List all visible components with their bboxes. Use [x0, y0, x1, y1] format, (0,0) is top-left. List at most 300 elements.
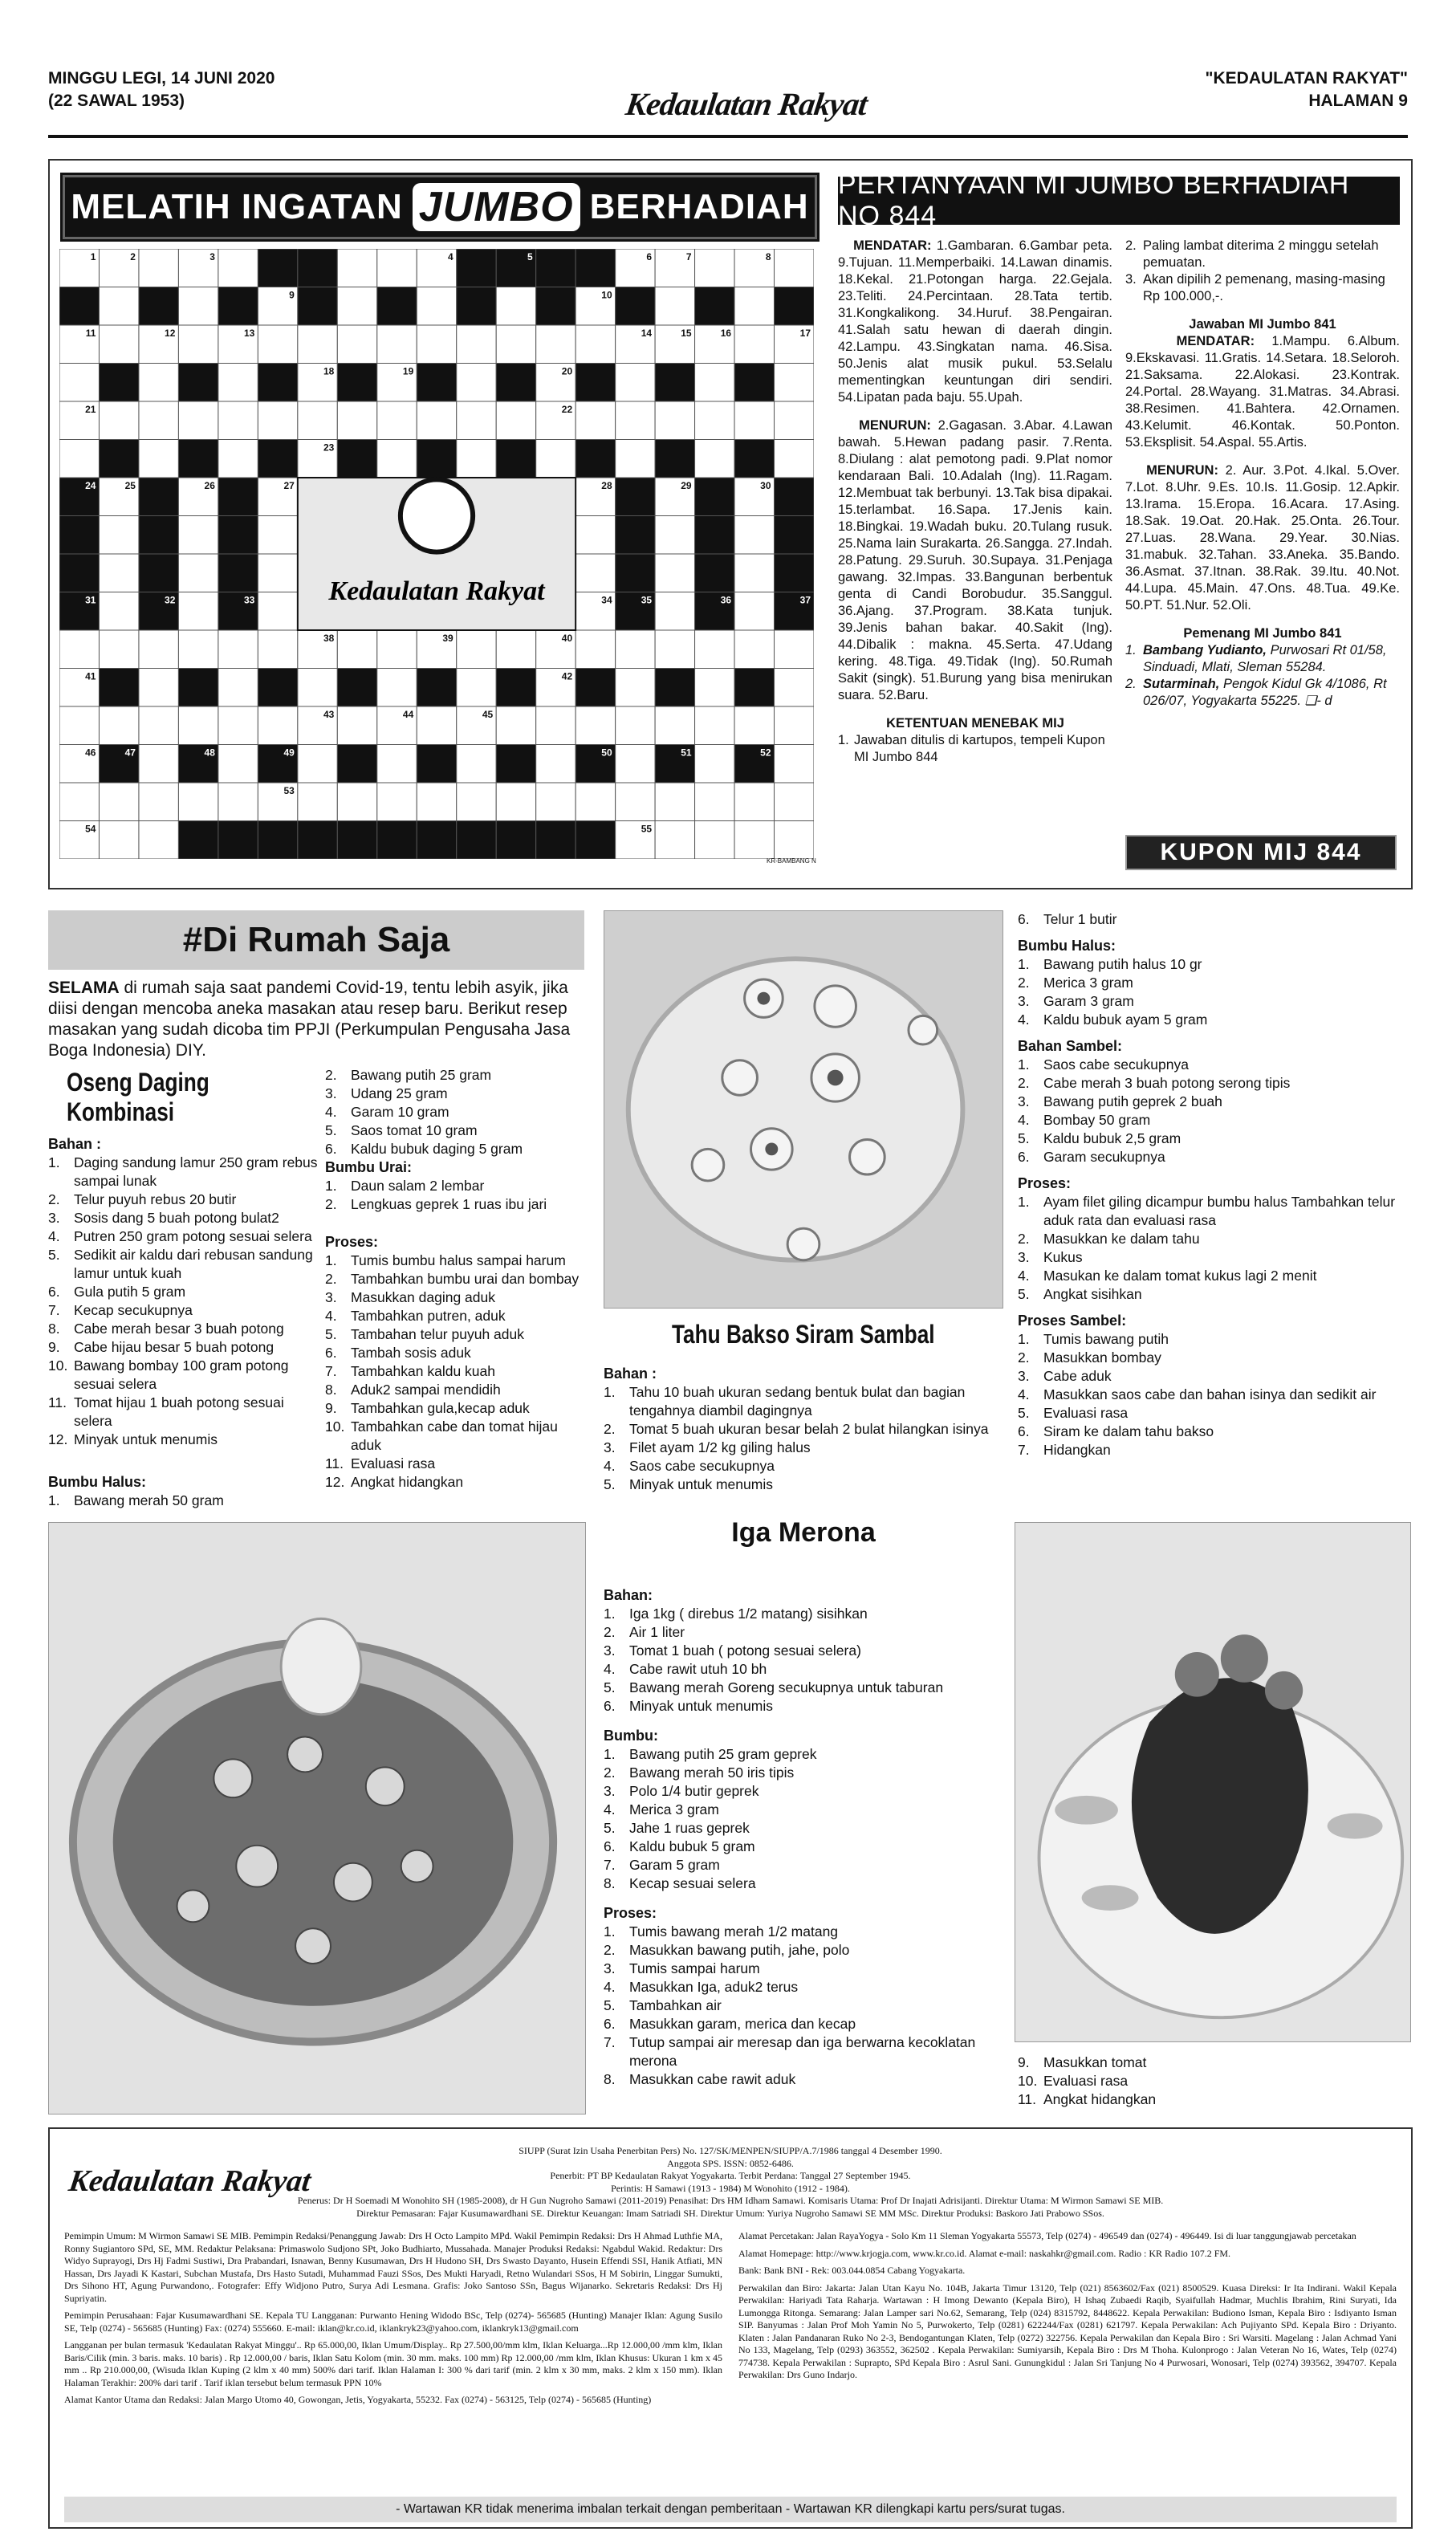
- oseng-halus-label: Bumbu Halus:: [48, 1474, 147, 1490]
- grid-cell: [655, 440, 694, 478]
- list-item: 4. Putren 250 gram potong sesuai selera: [48, 1228, 312, 1244]
- list-item: 1. Bawang merah 50 gram: [48, 1492, 224, 1508]
- grid-cell: [775, 630, 814, 669]
- grid-cell: [298, 783, 337, 821]
- ketentuan-title: KETENTUAN MENEBAK MIJ: [886, 716, 1064, 731]
- grid-cell: [59, 516, 99, 555]
- banner-left: MELATIH INGATAN: [71, 187, 403, 226]
- grid-cell: [178, 630, 218, 669]
- crossword-grid: [59, 249, 814, 859]
- oseng-bahan-list: [48, 1154, 321, 1449]
- grid-cell: [258, 821, 297, 860]
- grid-cell: [99, 630, 138, 669]
- grid-cell: [99, 287, 138, 326]
- pemenang-item: 1. Bambang Yudianto, Purwosari Rt 01/58, Sinduadi, Mlati, Sleman 55284.: [1125, 643, 1387, 674]
- tahu-halus-label: Bumbu Halus:: [1018, 938, 1116, 954]
- grid-cell: [178, 783, 218, 821]
- grid-cell: [139, 669, 178, 707]
- grid-number: 50: [601, 747, 612, 759]
- grid-cell: [616, 669, 655, 707]
- grid-cell: [139, 364, 178, 402]
- grid-cell: [536, 745, 575, 784]
- list-item: 12. Minyak untuk menumis: [48, 1431, 218, 1447]
- list-item: 6. Minyak untuk menumis: [604, 1698, 773, 1714]
- recipe-section-title: #Di Rumah Saja: [48, 910, 584, 970]
- grid-cell: [695, 745, 734, 784]
- grid-cell: [775, 478, 814, 516]
- header-rule: [48, 135, 1408, 138]
- footer-disclaimer: - Wartawan KR tidak menerima imbalan terkait dengan pemberitaan - Wartawan KR dilengkapi kartu pers/surat tugas.: [64, 2497, 1397, 2522]
- grid-number: 8: [765, 251, 771, 263]
- footer-right-2: Alamat Homepage: http://www.krjogja.com, www.kr.co.id. Alamat e-mail: naskahkr@gmail.com. Radio : KR Radio 107.2 FM.: [738, 2247, 1231, 2259]
- grid-cell: [775, 783, 814, 821]
- list-item: 4. Masukan ke dalam tomat kukus lagi 2 menit: [1018, 1268, 1317, 1284]
- list-item: 6. Kaldu bubuk daging 5 gram: [325, 1141, 523, 1157]
- grid-cell: [218, 364, 258, 402]
- grid-cell: [337, 249, 376, 287]
- grid-cell: [417, 821, 456, 860]
- grid-cell: [178, 516, 218, 555]
- list-item: 3. Filet ayam 1/2 kg giling halus: [604, 1439, 811, 1455]
- list-item: 4. Merica 3 gram: [604, 1801, 719, 1817]
- grid-cell: [337, 821, 376, 860]
- grid-cell: [695, 249, 734, 287]
- grid-cell: [417, 401, 456, 440]
- grid-number: 16: [720, 328, 732, 339]
- masthead-logo: Kedaulatan Rakyat: [623, 86, 869, 122]
- list-item: 2. Telur puyuh rebus 20 butir: [48, 1191, 237, 1207]
- questions-column-2: [1125, 238, 1400, 710]
- list-item: 3. Sosis dang 5 buah potong bulat2: [48, 1210, 279, 1226]
- grid-cell: [734, 706, 774, 745]
- grid-cell: [139, 249, 178, 287]
- grid-cell: [218, 554, 258, 592]
- list-item: 1. Tumis bawang merah 1/2 matang: [604, 1923, 839, 1939]
- grid-cell: [218, 478, 258, 516]
- grid-cell: [139, 554, 178, 592]
- grid-number: 39: [442, 633, 453, 644]
- grid-cell: [496, 706, 535, 745]
- grid-cell: [258, 706, 297, 745]
- grid-cell: [218, 821, 258, 860]
- grid-cell: [457, 745, 496, 784]
- grid-cell: [734, 821, 774, 860]
- grid-cell: [695, 364, 734, 402]
- iga-bahan-label: Bahan:: [604, 1587, 653, 1603]
- grid-cell: [99, 821, 138, 860]
- grid-cell: [575, 669, 615, 707]
- grid-cell: [99, 669, 138, 707]
- grid-cell: [377, 821, 417, 860]
- grid-number: 44: [402, 709, 414, 720]
- list-item: 12. Angkat hidangkan: [325, 1474, 464, 1490]
- pemenang-item: 2. Sutarminah, Pengok Kidul Gk 4/1086, Rt 026/07, Yogyakarta 55225. ❏- d: [1125, 677, 1387, 708]
- grid-cell: [457, 249, 496, 287]
- iga-plated-photo: [1015, 1522, 1411, 2042]
- tahu-sambel-list: [1018, 1056, 1411, 1166]
- list-item: 4. Kaldu bubuk ayam 5 gram: [1018, 1011, 1208, 1028]
- grid-cell: [655, 592, 694, 631]
- grid-cell: [298, 401, 337, 440]
- grid-cell: [139, 630, 178, 669]
- grid-cell: [734, 669, 774, 707]
- grid-cell: [337, 401, 376, 440]
- list-item: 11. Evaluasi rasa: [325, 1455, 436, 1471]
- grid-cell: [99, 554, 138, 592]
- grid-cell: [377, 783, 417, 821]
- grid-cell: [258, 554, 297, 592]
- list-item: 1. Ayam filet giling dicampur bumbu halus Tambahkan telur aduk rata dan evaluasi rasa: [1018, 1194, 1396, 1228]
- grid-number: 27: [283, 480, 295, 491]
- grid-cell: [734, 516, 774, 555]
- grid-number: 38: [323, 633, 335, 644]
- oseng-urai-list: [325, 1177, 588, 1214]
- grid-number: 30: [760, 480, 771, 491]
- grid-cell: [457, 821, 496, 860]
- grid-number: 31: [85, 594, 96, 606]
- grid-cell: [99, 592, 138, 631]
- grid-number: 24: [85, 480, 96, 491]
- grid-cell: [298, 249, 337, 287]
- grid-cell: [496, 440, 535, 478]
- list-item: 8. Cabe merah besar 3 buah potong: [48, 1321, 284, 1337]
- header-paper-name: "KEDAULATAN RAKYAT": [1205, 69, 1408, 88]
- tahu-halus-list: [1018, 955, 1411, 1029]
- iga-proses-list-cont: [1018, 2053, 1411, 2109]
- list-item: 9. Cabe hijau besar 5 buah potong: [48, 1339, 275, 1355]
- grid-number: 12: [165, 328, 176, 339]
- header-page-number: HALAMAN 9: [1308, 92, 1408, 110]
- grid-cell: [775, 364, 814, 402]
- list-item: 9. Masukkan tomat: [1018, 2054, 1147, 2070]
- iga-title: Iga Merona: [731, 1517, 876, 1548]
- grid-cell: [178, 401, 218, 440]
- list-item: 7. Tambahkan kaldu kuah: [325, 1363, 495, 1379]
- grid-cell: [734, 287, 774, 326]
- grid-cell: [178, 669, 218, 707]
- footer-left-4: Alamat Kantor Utama dan Redaksi: Jalan Margo Utomo 40, Gowongan, Jetis, Yogyakarta, 55232. Fax (0274) - 563125, Telp (0274) - 565685 (Hunting): [64, 2394, 652, 2405]
- grid-cell: [139, 745, 178, 784]
- list-item: 2. Lengkuas geprek 1 ruas ibu jari: [325, 1196, 547, 1212]
- grid-number: 15: [681, 328, 692, 339]
- list-item: 7. Tutup sampai air meresap dan iga berwarna kecoklatan merona: [604, 2034, 976, 2069]
- grid-cell: [575, 630, 615, 669]
- grid-cell: [616, 478, 655, 516]
- grid-cell: [417, 669, 456, 707]
- grid-cell: [655, 401, 694, 440]
- oseng-bahan-label: Bahan :: [48, 1136, 102, 1152]
- puzzle-credit: KR-BAMBANG N: [767, 857, 816, 865]
- grid-cell: [139, 706, 178, 745]
- grid-number: 47: [124, 747, 136, 759]
- grid-number: 35: [641, 594, 653, 606]
- grid-cell: [218, 630, 258, 669]
- list-item: 1. Daging sandung lamur 250 gram rebus sampai lunak: [48, 1154, 318, 1189]
- tahu-proses-sambel-list: [1018, 1330, 1411, 1459]
- grid-cell: [616, 440, 655, 478]
- grid-cell: [59, 706, 99, 745]
- header-date: [48, 67, 275, 112]
- grid-cell: [218, 783, 258, 821]
- ketentuan-item: 3. Akan dipilih 2 pemenang, masing-masing Rp 100.000,-.: [1125, 272, 1385, 303]
- list-item: 5. Sedikit air kaldu dari rebusan sandung lamur untuk kuah: [48, 1247, 313, 1281]
- grid-cell: [377, 287, 417, 326]
- grid-cell: [575, 821, 615, 860]
- list-item: 7. Hidangkan: [1018, 1442, 1111, 1458]
- grid-cell: [218, 516, 258, 555]
- list-item: 3. Cabe aduk: [1018, 1368, 1112, 1384]
- list-item: 4. Masukkan Iga, aduk2 terus: [604, 1979, 799, 1995]
- footer-penerbit: Penerbit: PT BP Kedaulatan Rakyat Yogyakarta. Terbit Perdana: Tanggal 27 September 1945.: [550, 2170, 911, 2181]
- grid-cell: [218, 706, 258, 745]
- footer-left-3: Langganan per bulan termasuk 'Kedaulatan Rakyat Minggu'.. Rp 65.000,00, Iklan Umum/Display.. Rp 27.500,00/mm klm, Iklan Keluarga...Rp 12.000,00 /mm klm, Iklan Baris/Cilik (min. 3 baris. maks. 10 baris) . Rp 12.000,00 / baris, Iklan Satu Kolom (min. 30 mm. maks. 100 mm) Rp 12.000,00 /mm klm, Iklan Khusus: Ukuran 1 km x 45 mm .. Rp 210.000,00, (Wisuda Iklan Kuping (2 klm x 40 mm) 500% dari tarif. Iklan Halaman I: 300 % dari tarif (min. 2 klm x 30 mm, maks. 2 klm x 150 mm). Iklan Halaman Terakhir: 200% dari tarif . Tarif iklan tersebut belum termasuk PPN 10%: [64, 2339, 722, 2388]
- grid-cell: [655, 554, 694, 592]
- list-item: 3. Tumis sampai harum: [604, 1960, 760, 1976]
- list-item: 7. Garam 5 gram: [604, 1857, 720, 1873]
- grid-cell: [695, 630, 734, 669]
- grid-cell: [775, 706, 814, 745]
- list-item: 1. Bawang putih halus 10 gr: [1018, 956, 1202, 972]
- grid-cell: [457, 325, 496, 364]
- list-item: 10. Evaluasi rasa: [1018, 2073, 1129, 2089]
- grid-cell: [616, 401, 655, 440]
- tahu-title: Tahu Bakso Siram Sambal: [672, 1320, 935, 1349]
- tahu-photo: [604, 910, 1003, 1309]
- grid-cell: [417, 745, 456, 784]
- grid-number: 25: [124, 480, 136, 491]
- grid-number: 22: [561, 404, 573, 415]
- list-item: 2. Tambahkan bumbu urai dan bombay: [325, 1271, 580, 1287]
- footer-top: [64, 2145, 1397, 2220]
- grid-cell: [99, 783, 138, 821]
- grid-cell: [575, 516, 615, 555]
- grid-cell: [337, 783, 376, 821]
- grid-cell: [457, 630, 496, 669]
- list-item: 5. Angkat sisihkan: [1018, 1286, 1142, 1302]
- grid-cell: [616, 745, 655, 784]
- list-item: 6. Kaldu bubuk 5 gram: [604, 1838, 755, 1854]
- grid-cell: [695, 783, 734, 821]
- list-item: 1. Daun salam 2 lembar: [325, 1178, 485, 1194]
- grid-cell: [417, 440, 456, 478]
- tahu-proses-label: Proses:: [1018, 1175, 1072, 1191]
- footer-sps: Anggota SPS. ISSN: 0852-6486.: [667, 2157, 794, 2169]
- grid-cell: [139, 516, 178, 555]
- grid-cell: [178, 440, 218, 478]
- grid-cell: [575, 706, 615, 745]
- grid-cell: [536, 783, 575, 821]
- grid-cell: [218, 287, 258, 326]
- grid-number: 41: [85, 670, 96, 682]
- grid-number: 3: [209, 251, 215, 263]
- grid-cell: [575, 783, 615, 821]
- oseng-urai-label: Bumbu Urai:: [325, 1159, 412, 1175]
- grid-cell: [575, 249, 615, 287]
- grid-cell: [575, 401, 615, 440]
- grid-cell: [59, 440, 99, 478]
- list-item: 3. Udang 25 gram: [325, 1085, 448, 1101]
- list-item: 3. Tomat 1 buah ( potong sesuai selera): [604, 1642, 861, 1659]
- footer-logo: Kedaulatan Rakyat: [67, 2164, 313, 2198]
- list-item: 4. Tambahkan putren, aduk: [325, 1308, 506, 1324]
- grid-cell: [496, 325, 535, 364]
- questions-title: PERTANYAAN MI JUMBO BERHADIAH NO 844: [838, 177, 1400, 225]
- grid-number: 51: [681, 747, 692, 759]
- grid-number: 2: [130, 251, 136, 263]
- grid-cell: [258, 364, 297, 402]
- grid-cell: [417, 364, 456, 402]
- iga-bahan-list: [604, 1605, 1005, 1716]
- list-item: 2. Masukkan bombay: [1018, 1349, 1161, 1366]
- oseng-column-2: [325, 1066, 588, 1492]
- grid-cell: [655, 669, 694, 707]
- grid-cell: [218, 745, 258, 784]
- grid-number: 52: [760, 747, 771, 759]
- grid-cell: [178, 287, 218, 326]
- list-item: 6. Siram ke dalam tahu bakso: [1018, 1423, 1214, 1439]
- grid-cell: [218, 440, 258, 478]
- grid-cell: [337, 669, 376, 707]
- list-item: 3. Polo 1/4 butir geprek: [604, 1783, 759, 1799]
- grid-cell: [536, 440, 575, 478]
- grid-cell: [457, 364, 496, 402]
- list-item: 1. Tumis bawang putih: [1018, 1331, 1169, 1347]
- grid-number: 32: [165, 594, 176, 606]
- grid-cell: [536, 706, 575, 745]
- grid-number: 48: [204, 747, 215, 759]
- grid-cell: [775, 669, 814, 707]
- footer-left-1: Pemimpin Umum: M Wirmon Samawi SE MIB. Pemimpin Redaksi/Penanggung Jawab: Drs H Octo Lampito MPd. Wakil Pemimpin Redaksi: Drs H Ahmad Luthfie MA, Ronny Sugiantoro SPd, SE, MM. Redaktur Pelaksana: Primaswolo Sudjono SPt, Joko Budhiarto, Mussahada. Manajer Produksi Redaksi: Ngabdul Wakid. Redaktur: Drs Widyo Suprayogi, Drs Hj Fadmi Sustiwi, Dra Prabandari, Isnawan, Benny Kusumawan, Drs H Hudono SH, Drs Swasto Dayanto, Husein Effendi SSI, Hanik Atfiati, MN Hassan, Drs Jayadi K Kastari, Subchan Mustafa, Drs Hasto Sutadi, Muhammad Fauzi SSos, Des Mukti Haryadi, Retno Wulandari SSos, H M Sobirin, Linggar Sumukti, Drs Sihono HT, Agung Purwandono,. Fotografer: Effy Widjono Putro, Surya Adi Lesmana. Grafis: Joko Santoso SSn, Bagus Wijanarko. Sekretaris Redaksi: Drs Hj Supriyatin.: [64, 2230, 722, 2304]
- grid-cell: [457, 287, 496, 326]
- grid-cell: [655, 287, 694, 326]
- list-item: 2. Cabe merah 3 buah potong serong tipis: [1018, 1075, 1291, 1091]
- grid-cell: [496, 821, 535, 860]
- grid-cell: [775, 249, 814, 287]
- grid-cell: [178, 706, 218, 745]
- ketentuan-item: 2. Paling lambat diterima 2 minggu setelah pemuatan.: [1125, 238, 1379, 270]
- list-item: 8. Kecap sesuai selera: [604, 1875, 756, 1891]
- list-item: 2. Bawang putih 25 gram: [325, 1067, 492, 1083]
- grid-cell: [337, 287, 376, 326]
- grid-cell: [695, 478, 734, 516]
- oseng-proses-list: [325, 1252, 588, 1492]
- grid-number: 21: [85, 404, 96, 415]
- grid-cell: [59, 554, 99, 592]
- grid-number: 10: [601, 289, 612, 301]
- grid-cell: [496, 630, 535, 669]
- mendatar-block: [838, 238, 1112, 406]
- recipe-intro: [48, 978, 584, 1061]
- list-item: 2. Merica 3 gram: [1018, 975, 1133, 991]
- grid-cell: [616, 287, 655, 326]
- list-item: 5. Saos tomat 10 gram: [325, 1122, 478, 1138]
- grid-cell: [298, 669, 337, 707]
- grid-cell: [258, 325, 297, 364]
- list-item: 2. Masukkan bawang putih, jahe, polo: [604, 1942, 850, 1958]
- tahu-bahan-label: Bahan :: [604, 1366, 657, 1382]
- grid-cell: [695, 706, 734, 745]
- grid-cell: [337, 630, 376, 669]
- grid-cell: [417, 783, 456, 821]
- list-item: 10. Bawang bombay 100 gram potong sesuai selera: [48, 1357, 289, 1392]
- grid-cell: [337, 364, 376, 402]
- grid-cell: [695, 440, 734, 478]
- grid-cell: [655, 364, 694, 402]
- header-date-line2: (22 SAWAL 1953): [48, 92, 185, 110]
- grid-cell: [139, 287, 178, 326]
- grid-cell: [59, 364, 99, 402]
- grid-cell: [178, 364, 218, 402]
- oseng-column-1: [48, 1068, 321, 1510]
- grid-cell: [377, 401, 417, 440]
- tahu-column-1: [604, 1357, 1009, 1494]
- grid-cell: [417, 325, 456, 364]
- list-item: 1. Tahu 10 buah ukuran sedang bentuk bulat dan bagian tengahnya diambil dagingnya: [604, 1384, 966, 1418]
- grid-cell: [258, 516, 297, 555]
- grid-cell: [99, 325, 138, 364]
- grid-cell: [178, 325, 218, 364]
- list-item: 1. Iga 1kg ( direbus 1/2 matang) sisihkan: [604, 1606, 868, 1622]
- list-item: 11. Tomat hijau 1 buah potong sesuai selera: [48, 1394, 284, 1429]
- list-item: 4. Garam 10 gram: [325, 1104, 449, 1120]
- list-item: 2. Bawang merah 50 iris tipis: [604, 1764, 795, 1781]
- grid-cell: [775, 821, 814, 860]
- grid-cell: [377, 669, 417, 707]
- grid-cell: [258, 630, 297, 669]
- pemenang-title: Pemenang MI Jumbo 841: [1183, 626, 1342, 641]
- grid-number: 9: [289, 289, 295, 301]
- list-item: 6. Gula putih 5 gram: [48, 1284, 186, 1300]
- list-item: 5. Minyak untuk menumis: [604, 1476, 773, 1492]
- grid-cell: [734, 325, 774, 364]
- grid-cell: [178, 592, 218, 631]
- iga-column-cont: [1018, 2053, 1411, 2109]
- questions-column-1: [838, 238, 1112, 766]
- grid-cell: [536, 249, 575, 287]
- grid-number: 43: [323, 709, 335, 720]
- grid-cell: [377, 745, 417, 784]
- grid-cell: [496, 287, 535, 326]
- jawaban-mendatar: MENDATAR: 1.Mampu. 6.Album. 9.Ekskavasi. 11.Gratis. 14.Setara. 18.Seloroh. 21.Saksama. 22.Alokasi. 23.Kontrak. 24.Portal. 28.Wayang. 31.Matras. 34.Abrasi. 38.Resimen. 41.Bahtera. 42.Ornamen. 43.Kelumit. 46.Kontak. 50.Ponton. 53.Eksplisit. 54.Aspal. 55.Artis.: [1125, 334, 1400, 450]
- grid-cell: [775, 401, 814, 440]
- grid-cell: [775, 287, 814, 326]
- grid-number: 6: [646, 251, 653, 263]
- tahu-bahan-list: [604, 1383, 1009, 1494]
- footer-right-1: Alamat Percetakan: Jalan RayaYogya - Solo Km 11 Sleman Yogyakarta 55573, Telp (0274) - 496549 dan (0274) - 496449. Isi di luar tanggungjawab percetakan: [738, 2230, 1356, 2241]
- grid-cell: [139, 783, 178, 821]
- header-date-line1: MINGGU LEGI, 14 JUNI 2020: [48, 69, 275, 88]
- list-item: 5. Kaldu bubuk 2,5 gram: [1018, 1130, 1181, 1146]
- grid-cell: [575, 440, 615, 478]
- footer-left-2: Pemimpin Perusahaan: Fajar Kusumawardhani SE. Kepala TU Langganan: Purwanto Hening Widodo BSc, Telp (0274)- 565685 (Hunting) Manajer Iklan: Agung Susilo SE, Telp (0274) - 565685 (Hunting) Fax: (0274) 555660. E-mail: iklan@kr.co.id, iklankryk23@yahoo.com, iklankryk13@gmail.com: [64, 2310, 722, 2334]
- list-item: 6. Masukkan garam, merica dan kecap: [604, 2016, 856, 2032]
- grid-cell: [258, 669, 297, 707]
- list-item: 3. Garam 3 gram: [1018, 993, 1134, 1009]
- grid-cell: [59, 783, 99, 821]
- list-item: 2. Air 1 liter: [604, 1624, 685, 1640]
- grid-cell: [616, 706, 655, 745]
- oseng-halus-list: [325, 1066, 588, 1158]
- grid-cell: [536, 821, 575, 860]
- grid-cell: [496, 783, 535, 821]
- grid-cell: [258, 440, 297, 478]
- grid-number: 33: [244, 594, 255, 606]
- grid-number: 19: [402, 365, 414, 377]
- list-item: 8. Aduk2 sampai mendidih: [325, 1382, 501, 1398]
- banner-right: BERHADIAH: [589, 187, 809, 226]
- list-item: 1. Tumis bumbu halus sampai harum: [325, 1252, 566, 1268]
- grid-number: 37: [799, 594, 811, 606]
